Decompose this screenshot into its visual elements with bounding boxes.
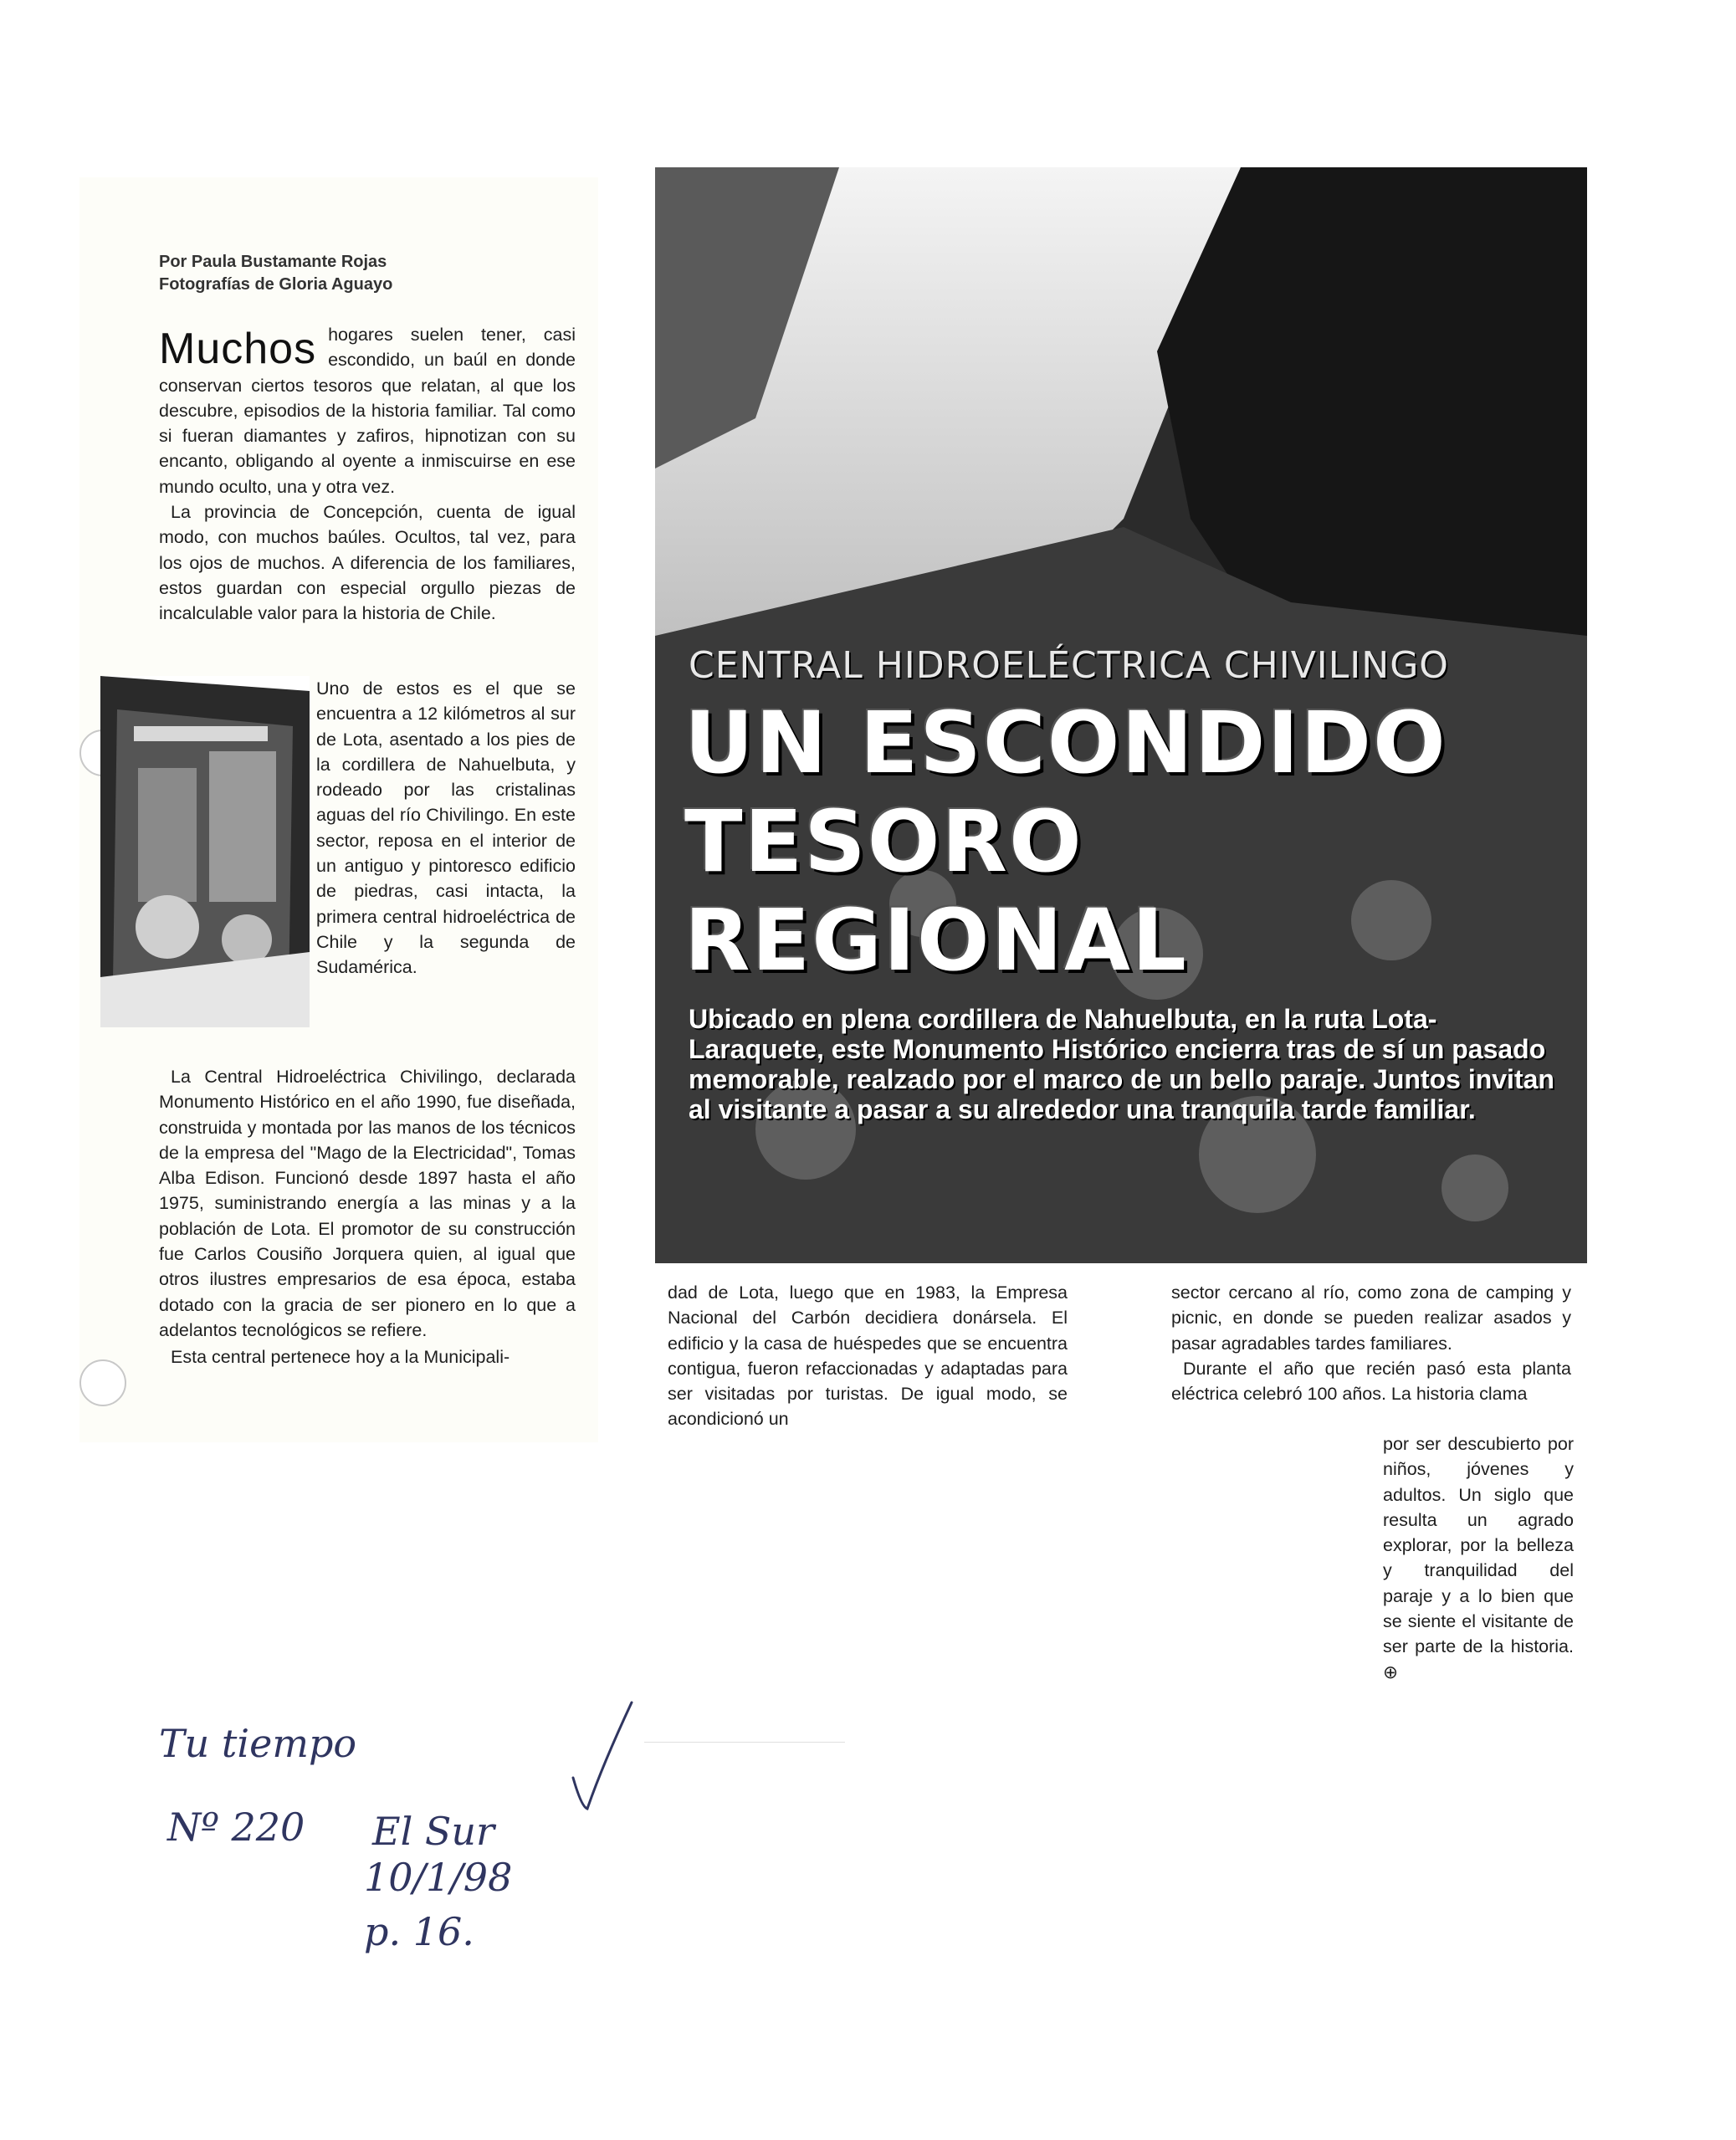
- column-2: [668, 1280, 1068, 1432]
- binder-hole-bottom: [79, 1359, 126, 1406]
- column-1-intro: [159, 322, 576, 627]
- column-3-narrow: [1383, 1431, 1574, 1685]
- headline-line-2: TESORO REGIONAL: [684, 792, 1188, 991]
- paragraph-4: La Central Hidroeléctrica Chivilingo, declarada Monumento Histórico en el año 1990, fue diseñada, construida y montada por las manos de los técnicos de la empresa del "Mago de la Electricidad", Tomas Alba Edison. Funcionó desde 1897 hasta el año 1975, suministrando energía a las minas y a la población de Lota. El promotor de su construcción fue Carlos Cousiño Jorquera quien, al igual que otros ilustres empresarios de esa época, estaba dotado con la gracia de ser pionero en lo que a adelantos tecnológicos se refiere.: [159, 1067, 576, 1340]
- paragraph-5-end: sector cercano al río, como zona de camping y picnic, en donde se pueden realizar asados y pasar agradables tardes familiares.: [1171, 1282, 1571, 1354]
- river-photo: [655, 167, 1587, 1263]
- handwritten-source: El Sur: [372, 1809, 495, 1854]
- handwritten-page: p. 16.: [364, 1909, 474, 1954]
- paragraph-5-continued: dad de Lota, luego que en 1983, la Empresa Nacional del Carbón decidiera donársela. El edificio y la casa de huéspedes que se encuentra contigua, fueron refaccionadas y adaptadas para ser visitadas por turistas. De igual modo, se acondicionó un: [668, 1282, 1068, 1430]
- paragraph-6b: por ser descubierto por niños, jóvenes y adultos. Un siglo que resulta un agrado explorar, por la belleza y tranquilidad del paraje y a lo bien que se siente el visitante de ser parte de la historia.: [1383, 1434, 1574, 1657]
- headline: [684, 694, 1571, 991]
- paragraph-3: Uno de estos es el que se encuentra a 12 kilómetros al sur de Lota, asentado a los pies de la cordillera de Nahuelbuta, y rodeado por las cristalinas aguas del río Chivilingo. En este sector, reposa en el interior de un antiguo y pintoresco edificio de piedras, casi intacta, la primera central hidroeléctrica de Chile y la segunda de Sudamérica.: [316, 678, 576, 978]
- paragraph-5-start: Esta central pertenece hoy a la Municipali-: [171, 1347, 510, 1368]
- byline-photos: Fotografías de Gloria Aguayo: [159, 275, 393, 294]
- byline-author: Por Paula Bustamante Rojas: [159, 253, 387, 271]
- handwritten-publication: Tu tiempo: [159, 1721, 357, 1766]
- column-1-wrapped: [159, 676, 576, 1027]
- end-mark-icon: ⊕: [1383, 1661, 1399, 1682]
- dropcap-word: Muchos: [159, 325, 317, 373]
- column-1-bottom: [159, 1064, 576, 1370]
- lede: Ubicado en plena cordillera de Nahuelbuta, en la ruta Lota-Laraquete, este Monumento Histórico encierra tras de sí un pasado memorable, realzado por el marco de un bello paraje. Juntos invitan al visitante a pasar a su alrededor una tranquila tarde familiar.: [689, 1004, 1554, 1124]
- column-3: [1171, 1280, 1571, 1406]
- kicker: CENTRAL HIDROELÉCTRICA CHIVILINGO: [689, 644, 1449, 687]
- handwritten-date: 10/1/98: [364, 1855, 513, 1900]
- paragraph-6b-wrap: [1383, 1431, 1574, 1685]
- faint-rule: [644, 1742, 845, 1743]
- paragraph-2: La provincia de Concepción, cuenta de igual modo, con muchos baúles. Ocultos, tal vez, para los ojos de muchos. A diferencia de los familiares, estos guardan con especial orgullo piezas de incalculable valor para la historia de Chile.: [159, 502, 576, 624]
- headline-line-1: UN ESCONDIDO: [684, 694, 1447, 793]
- checkmark-icon: [569, 1698, 636, 1815]
- generator-room-photo: [100, 676, 310, 1027]
- byline: [159, 251, 392, 296]
- handwritten-issue: Nº 220: [167, 1805, 305, 1850]
- paragraph-1: hogares suelen tener, casi escondido, un baúl en donde conservan ciertos tesoros que relatan, al que los descubre, episodios de la historia familiar. Tal como si fueran diamantes y zafiros, hipnotizan con su encanto, obligando al oyente a inmiscuirse en ese mundo oculto, una y otra vez.: [159, 325, 576, 497]
- paragraph-6a: Durante el año que recién pasó esta planta eléctrica celebró 100 años. La historia clama: [1171, 1358, 1571, 1405]
